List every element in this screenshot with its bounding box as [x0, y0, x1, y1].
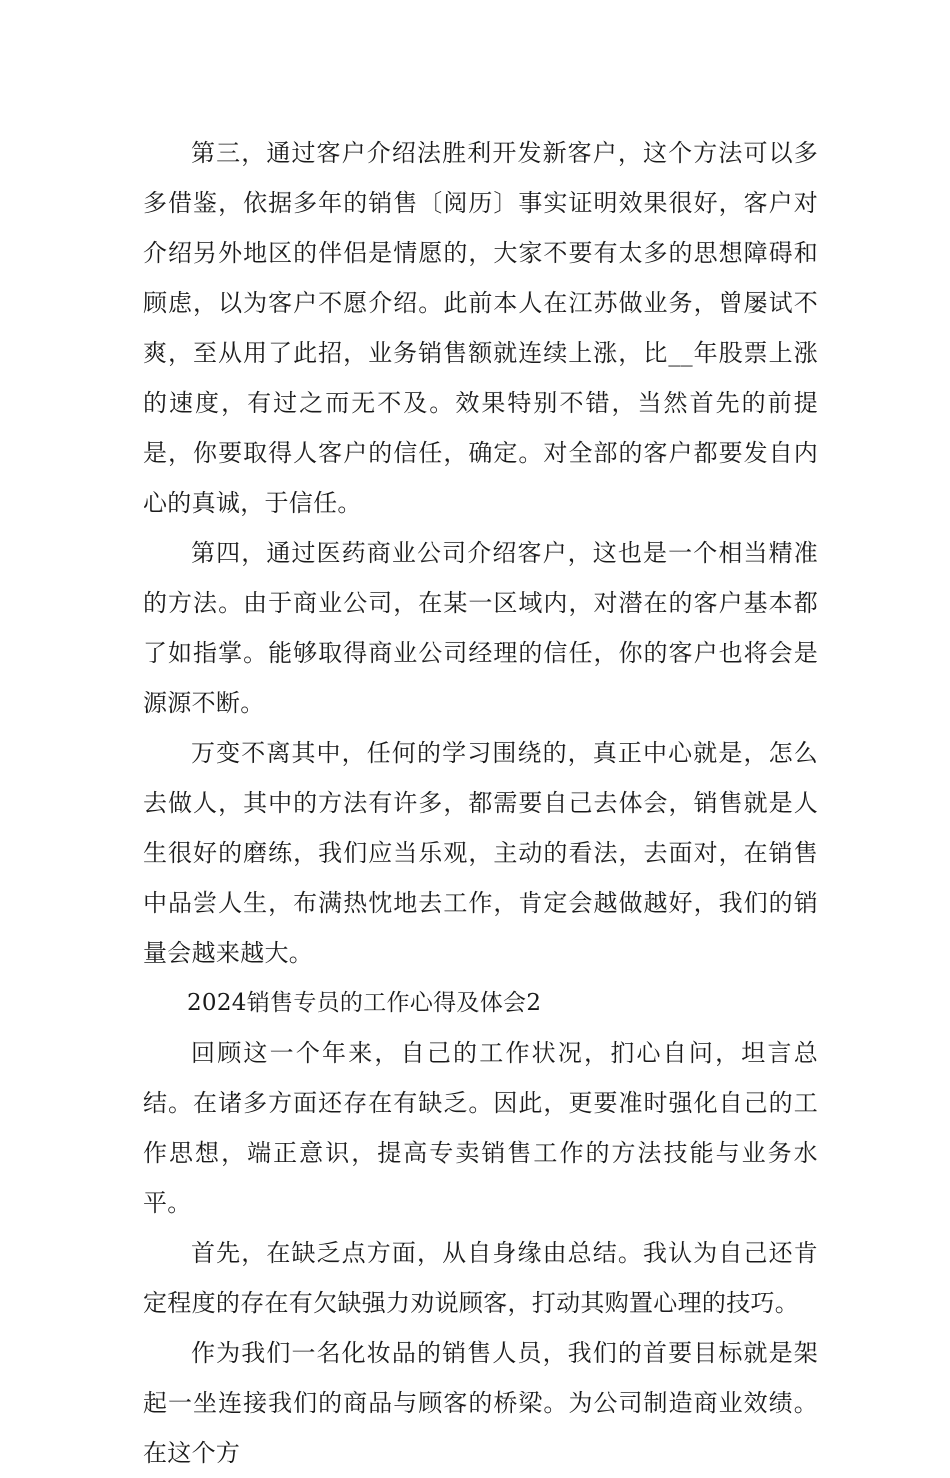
paragraph-review: 回顾这一个年来，自己的工作状况，扪心自问，坦言总结。在诸多方面还存在有缺乏。因此，更要准时强化自己的工作思想，端正意识，提高专卖销售工作的方法技能与业务水平。 — [143, 1039, 818, 1217]
paragraph-shortcomings: 首先，在缺乏点方面，从自身缘由总结。我认为自己还肯定程度的存在有欠缺强力劝说顾客，打动其购置心理的技巧。 — [143, 1239, 818, 1317]
section-title: 2024销售专员的工作心得及体会2 — [187, 990, 542, 1016]
paragraph-third-method: 第三，通过客户介绍法胜利开发新客户，这个方法可以多多借鉴，依据多年的销售〔阅历〕事实证明效果很好，客户对介绍另外地区的伴侣是情愿的，大家不要有太多的思想障碍和顾虑，以为客户不愿介绍。此前本人在江苏做业务，曾屡试不爽，至从用了此招，业务销售额就连续上涨，比__年股票上涨的速度，有过之而无不及。效果特别不错，当然首先的前提是，你要取得人客户的信任，确定。对全部的客户都要发自内心的真诚，于信任。 — [143, 139, 818, 517]
paragraph-role: 作为我们一名化妆品的销售人员，我们的首要目标就是架起一坐连接我们的商品与顾客的桥梁。为公司制造商业效绩。在这个方 — [143, 1339, 818, 1467]
paragraph-conclusion: 万变不离其中，任何的学习围绕的，真正中心就是，怎么去做人，其中的方法有许多，都需要自己去体会，销售就是人生很好的磨练，我们应当乐观，主动的看法，去面对，在销售中品尝人生，布满热忱地去工作，肯定会越做越好，我们的销量会越来越大。 — [143, 739, 818, 967]
paragraph-fourth-method: 第四，通过医药商业公司介绍客户，这也是一个相当精准的方法。由于商业公司，在某一区域内，对潜在的客户基本都了如指掌。能够取得商业公司经理的信任，你的客户也将会是源源不断。 — [143, 539, 818, 717]
document-body — [143, 128, 818, 1478]
